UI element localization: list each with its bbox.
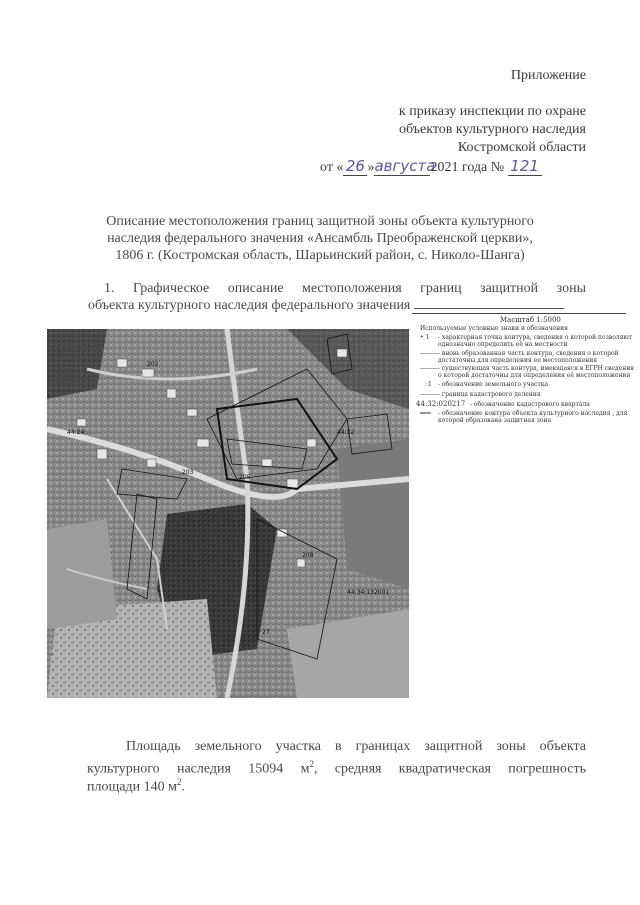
title-line-2: наследия федерального значения «Ансамбль Преображенской церкви», [107, 231, 533, 246]
order-line-1: к приказу инспекции по охране [398, 104, 586, 119]
quarter-label-icon: 44:32:020217 [416, 400, 466, 408]
map-label-27: 27 [262, 629, 270, 636]
date-mid: » [367, 160, 375, 175]
map-label-44-32: 44:32 [337, 429, 355, 436]
title-line-3: 1806 г. (Костромская область, Шарьинский район, с. Николо-Шанга) [115, 248, 525, 263]
existing-line-icon: ——— [420, 365, 438, 372]
legend-scale: Масштаб 1:5000 [500, 316, 561, 324]
map-label-quarter-2: 44:34:132001 [347, 589, 390, 596]
appendix-label: Приложение [510, 68, 586, 83]
fill-underline [414, 308, 564, 309]
section1-line-2-text: объекта культурного наследия федерального значения [88, 298, 411, 313]
parcel-label-icon: :1 [426, 381, 432, 388]
order-date-line [320, 157, 586, 177]
cadastral-map-svg [47, 329, 409, 698]
order-number-handwritten: 121 [508, 157, 542, 176]
area-line-1: Площадь земельного участка в границах защитной зоны объекта [126, 739, 586, 754]
section1-line-2 [88, 297, 586, 314]
date-year: 2021 года № [430, 160, 505, 175]
cadastral-map [47, 329, 409, 698]
heritage-contour-line-icon: ═══ [420, 410, 431, 417]
section1-line-1: 1. Графическое описание местоположения границ защитной зоны [104, 281, 586, 296]
map-label-202: 202 [147, 361, 159, 368]
title-line-1: Описание местоположения границ защитной зоны объекта культурного [106, 214, 534, 229]
map-legend: Масштаб 1:5000 Используемые условные знаки и обозначения • 1 - характерная точка контура, сведения о которой позволяют однозначно определить её на местности ——— - вновь образованная часть контура, сведения о которой достаточны для определения ее местоположения ——— - существующая часть контура, имеющаяся в ЕГРН сведения о которой достаточны для определения её местоположения :1 - обозначение земельного участка ——— - граница кадастрового деления 44:32:020217 - обозначение кадастрового квартала ═══ - обозначение контура объекта культурного наследия , для которой образована защитная зона [420, 317, 630, 437]
area-line-2: культурного наследия 15094 $м^2$, средняя квадратическая погрешность [87, 759, 586, 777]
date-day-handwritten: 26 [343, 157, 367, 176]
new-line-icon: ——— [420, 350, 438, 357]
map-label-205: 205 [239, 474, 251, 481]
cadastral-division-line-icon: ——— [420, 391, 438, 398]
date-prefix: от « [320, 160, 344, 175]
map-label-203: 203 [182, 469, 194, 476]
map-label-quarter: 44:24:... [67, 429, 93, 436]
order-line-3: Костромской области [457, 140, 586, 155]
legend-heading: Используемые условные знаки и обозначения [420, 325, 568, 332]
order-line-2: объектов культурного наследия [398, 122, 586, 137]
date-month-handwritten: августа [374, 157, 436, 175]
map-label-208: 208 [302, 552, 314, 559]
legend-top-rule [412, 313, 626, 314]
point-icon: • 1 [420, 334, 430, 341]
area-line-3: площади 140 $м^2$. [87, 777, 185, 795]
